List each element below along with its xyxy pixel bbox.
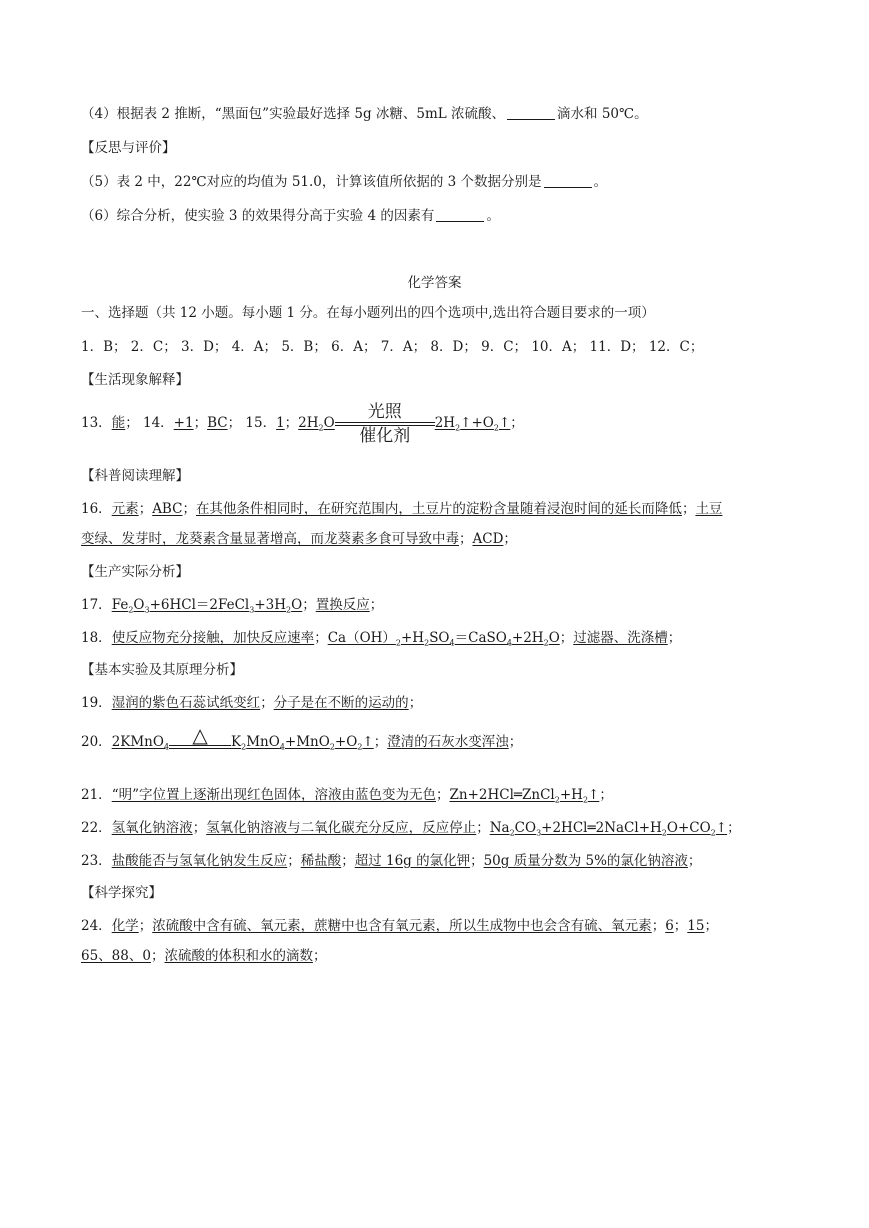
answer-24-line-2: 65、88、0；浓硫酸的体积和水的滴数； bbox=[81, 948, 327, 964]
production-heading: 【生产实际分析】 bbox=[81, 564, 189, 580]
reflection-heading: 【反思与评价】 bbox=[81, 140, 176, 156]
answer-blank bbox=[507, 105, 555, 120]
answer-blank bbox=[544, 173, 592, 188]
answer-16-line-2: 变绿、发芽时，龙葵素含量显著增高，而龙葵素多食可导致中毒；ACD； bbox=[81, 531, 517, 547]
answer-17: 17．$Fe_2O_3+6HCl=2FeCl_3+3H_2O$；置换反应； bbox=[81, 597, 384, 615]
science-reading-heading: 【科普阅读理解】 bbox=[81, 468, 189, 484]
answer-23: 23．盐酸能否与氢氧化钠发生反应；稀盐酸；超过 16g 的氯化钾；50g 质量分数为 5%的氯化钠溶液； bbox=[81, 853, 702, 869]
answer-24-line-1: 24．化学；浓硫酸中含有硫、氧元素，蔗糖中也含有氧元素，所以生成物中也会含有硫、氧元素；6；15； bbox=[81, 918, 718, 934]
question-6: （6）综合分析，使实验 3 的效果得分高于实验 4 的因素有 。 bbox=[81, 208, 500, 224]
answer-22: 22．氢氧化钠溶液；氢氧化钠溶液与二氧化碳充分反应，反应停止；$Na_2CO_3+2HCl═2NaCl+H_2O+CO_2↑$； bbox=[81, 820, 741, 838]
inquiry-heading: 【科学探究】 bbox=[81, 885, 162, 901]
answer-title: 化学答案 bbox=[407, 275, 462, 291]
answer-19: 19．湿润的紫色石蕊试纸变红；分子是在不断的运动的； bbox=[81, 695, 423, 711]
multiple-choice-answers: 1．B； 2．C； 3．D； 4．A； 5．B； 6．A； 7．A； 8．D； 9．C； 10．A； 11．D； 12．C； bbox=[81, 339, 704, 355]
heat-condition: △ bbox=[169, 725, 231, 761]
question-5: （5）表 2 中，22℃对应的均值为 51.0，计算该值所依据的 3 个数据分别是 。 bbox=[81, 174, 608, 190]
basic-experiment-heading: 【基本实验及其原理分析】 bbox=[81, 662, 243, 678]
reaction-condition: 光照 催化剂 bbox=[335, 402, 435, 446]
answer-18: 18．使反应物充分接触，加快反应速率；$Ca(OH)_2+H_2SO_4=CaSO_4+2H_2O$；过滤器、洗涤槽； bbox=[81, 630, 682, 648]
answer-blank bbox=[436, 207, 484, 222]
answer-16-line-1: 16．元素；ABC；在其他条件相同时，在研究范围内，土豆片的淀粉含量随着浸泡时间的延长而降低；土豆 bbox=[81, 501, 723, 517]
section-1-heading: 一、选择题（共 12 小题。每小题 1 分。在每小题列出的四个选项中,选出符合题目要求的一项） bbox=[81, 305, 655, 321]
answer-20: 20．2KMnO$_4$ △ $K_2MnO_4+MnO_2+O_2↑$；澄清的石灰水变浑浊； bbox=[81, 722, 522, 768]
question-4: （4）根据表 2 推断，“黑面包”实验最好选择 5g 冰糖、5mL 浓硫酸、 滴水和 50℃。 bbox=[81, 106, 648, 122]
answer-13-15: 13．能； 14．+1；BC； 15．1；$2H_2O$ 光照 催化剂 $2H_2↑+O_2↑$； bbox=[81, 401, 524, 446]
answer-21: 21．“明”字位置上逐渐出现红色固体，溶液由蓝色变为无色；$Zn+2HCl═ZnCl_2+H_2↑$； bbox=[81, 787, 613, 805]
life-heading: 【生活现象解释】 bbox=[81, 372, 189, 388]
